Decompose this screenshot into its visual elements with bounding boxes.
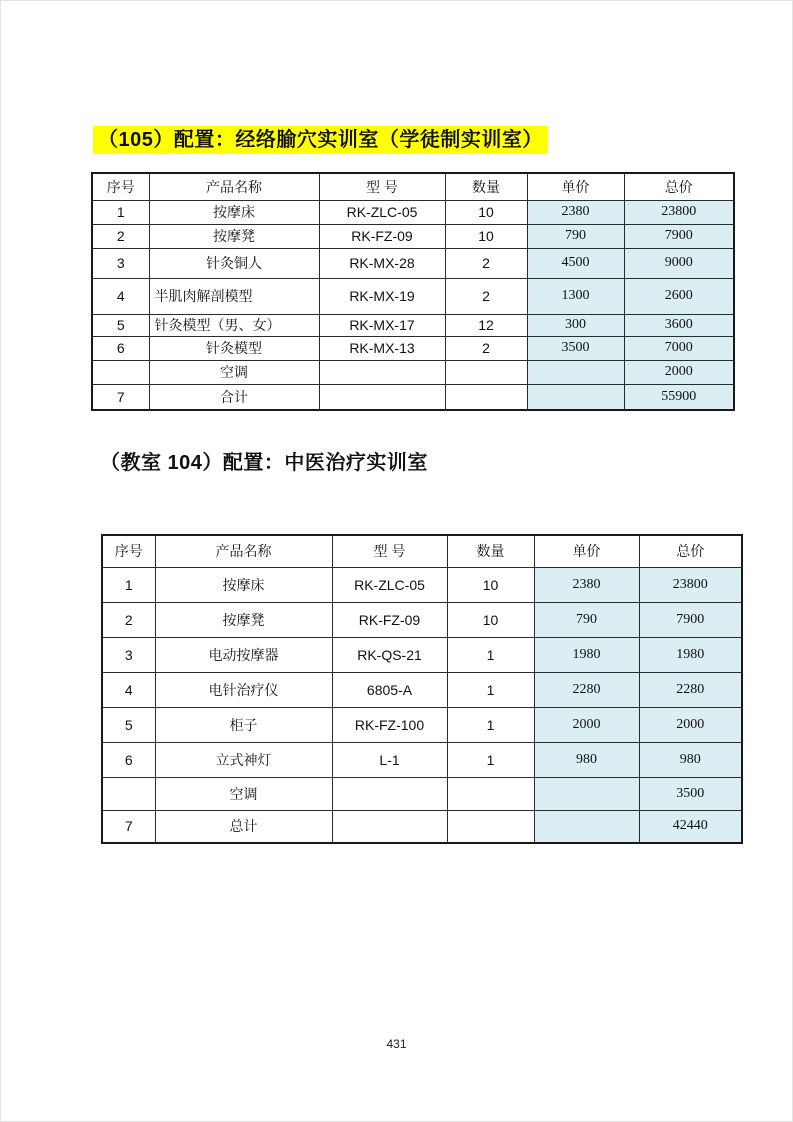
table-cell: RK-FZ-09 (332, 602, 447, 637)
room-105-equipment-table (91, 172, 735, 411)
column-header: 序号 (92, 173, 149, 200)
table-cell: 1 (102, 567, 155, 602)
table-cell: 2380 (534, 567, 639, 602)
table-cell: 1300 (527, 278, 624, 314)
table-cell: 9000 (624, 248, 734, 278)
table-cell: 6 (92, 336, 149, 360)
table-cell: 柜子 (155, 707, 332, 742)
table-cell: 10 (445, 224, 527, 248)
table-row (102, 672, 742, 707)
table-row (102, 567, 742, 602)
table-cell (102, 777, 155, 810)
table-cell: 10 (445, 200, 527, 224)
table-cell: 按摩床 (155, 567, 332, 602)
table-cell: 6 (102, 742, 155, 777)
table-cell: RK-ZLC-05 (332, 567, 447, 602)
table-cell: 3500 (527, 336, 624, 360)
table-cell (534, 777, 639, 810)
table-row (102, 810, 742, 843)
table-cell (319, 384, 445, 410)
table-row (102, 742, 742, 777)
table-cell: RK-ZLC-05 (319, 200, 445, 224)
table-cell: 1 (92, 200, 149, 224)
table-cell: 7 (102, 810, 155, 843)
section-title-room-104: （教室 104）配置：中医治疗实训室 (100, 452, 428, 474)
table-cell: 23800 (624, 200, 734, 224)
column-header: 序号 (102, 535, 155, 567)
table-cell: 980 (534, 742, 639, 777)
table-row (92, 200, 734, 224)
table-cell: RK-MX-19 (319, 278, 445, 314)
table-row (92, 360, 734, 384)
table-cell: 针灸模型 (149, 336, 319, 360)
table-row (92, 278, 734, 314)
table-cell: 电动按摩器 (155, 637, 332, 672)
column-header: 总价 (624, 173, 734, 200)
table-cell: 980 (639, 742, 742, 777)
table-cell: 1 (447, 742, 534, 777)
table-cell: 2 (445, 248, 527, 278)
table-cell (92, 360, 149, 384)
table-cell (445, 384, 527, 410)
table-cell (534, 810, 639, 843)
table-cell: RK-FZ-100 (332, 707, 447, 742)
table-cell: 5 (102, 707, 155, 742)
table-row (92, 314, 734, 336)
table-cell: 2000 (639, 707, 742, 742)
table-cell: 2000 (534, 707, 639, 742)
table-cell: 42440 (639, 810, 742, 843)
table-cell: 空调 (155, 777, 332, 810)
table-cell: 1980 (534, 637, 639, 672)
table-cell (445, 360, 527, 384)
table-cell: 2 (102, 602, 155, 637)
table-cell: 2280 (534, 672, 639, 707)
table-cell: 1980 (639, 637, 742, 672)
table-row (102, 707, 742, 742)
table-cell: 3600 (624, 314, 734, 336)
table-cell: 4 (92, 278, 149, 314)
table-cell: 按摩凳 (155, 602, 332, 637)
table-row (92, 384, 734, 410)
column-header: 型 号 (319, 173, 445, 200)
table-cell: RK-MX-28 (319, 248, 445, 278)
table-cell: RK-FZ-09 (319, 224, 445, 248)
table-cell: 10 (447, 602, 534, 637)
table-cell: 790 (527, 224, 624, 248)
table-cell: 7900 (639, 602, 742, 637)
table-cell: L-1 (332, 742, 447, 777)
table-cell: 2 (445, 336, 527, 360)
table-cell: 6805-A (332, 672, 447, 707)
table-cell: 空调 (149, 360, 319, 384)
column-header: 数量 (445, 173, 527, 200)
column-header: 型 号 (332, 535, 447, 567)
table-row (102, 637, 742, 672)
table-header-row (92, 173, 734, 200)
table-cell: 55900 (624, 384, 734, 410)
table-cell: 12 (445, 314, 527, 336)
table-cell: 2380 (527, 200, 624, 224)
table-cell: 1 (447, 707, 534, 742)
table-cell (447, 810, 534, 843)
column-header: 单价 (534, 535, 639, 567)
table-cell: 按摩床 (149, 200, 319, 224)
table-cell (332, 777, 447, 810)
room-104-equipment-table (101, 534, 743, 844)
table-cell: 2600 (624, 278, 734, 314)
table-cell: 立式神灯 (155, 742, 332, 777)
column-header: 总价 (639, 535, 742, 567)
table-cell: 300 (527, 314, 624, 336)
column-header: 产品名称 (149, 173, 319, 200)
table-row (102, 777, 742, 810)
page-number: 431 (386, 1037, 407, 1051)
table-row (92, 248, 734, 278)
table-cell: 10 (447, 567, 534, 602)
table-cell: RK-MX-17 (319, 314, 445, 336)
table-cell (332, 810, 447, 843)
table-cell: 3500 (639, 777, 742, 810)
table-cell: 3 (102, 637, 155, 672)
table-cell: 针灸铜人 (149, 248, 319, 278)
table-cell: RK-QS-21 (332, 637, 447, 672)
table-row (92, 224, 734, 248)
table-cell: 7 (92, 384, 149, 410)
table-cell (527, 384, 624, 410)
table-row (92, 336, 734, 360)
table-cell: 总计 (155, 810, 332, 843)
table-row (102, 602, 742, 637)
table-cell: 合计 (149, 384, 319, 410)
table-header-row (102, 535, 742, 567)
table-cell: RK-MX-13 (319, 336, 445, 360)
column-header: 单价 (527, 173, 624, 200)
table-cell: 7000 (624, 336, 734, 360)
table-cell: 电针治疗仪 (155, 672, 332, 707)
table-cell: 4 (102, 672, 155, 707)
table-cell: 4500 (527, 248, 624, 278)
column-header: 产品名称 (155, 535, 332, 567)
section-title-room-105: （105）配置：经络腧穴实训室（学徒制实训室） (93, 126, 548, 154)
column-header: 数量 (447, 535, 534, 567)
table-cell: 790 (534, 602, 639, 637)
table-cell (447, 777, 534, 810)
table-cell (319, 360, 445, 384)
table-cell: 针灸模型（男、女） (149, 314, 319, 336)
table-cell: 1 (447, 637, 534, 672)
table-cell (527, 360, 624, 384)
table-cell: 2 (445, 278, 527, 314)
table-cell: 2280 (639, 672, 742, 707)
table-cell: 5 (92, 314, 149, 336)
table-cell: 按摩凳 (149, 224, 319, 248)
table-cell: 7900 (624, 224, 734, 248)
table-cell: 2 (92, 224, 149, 248)
table-cell: 半肌肉解剖模型 (149, 278, 319, 314)
table-cell: 2000 (624, 360, 734, 384)
table-cell: 1 (447, 672, 534, 707)
table-cell: 3 (92, 248, 149, 278)
table-cell: 23800 (639, 567, 742, 602)
